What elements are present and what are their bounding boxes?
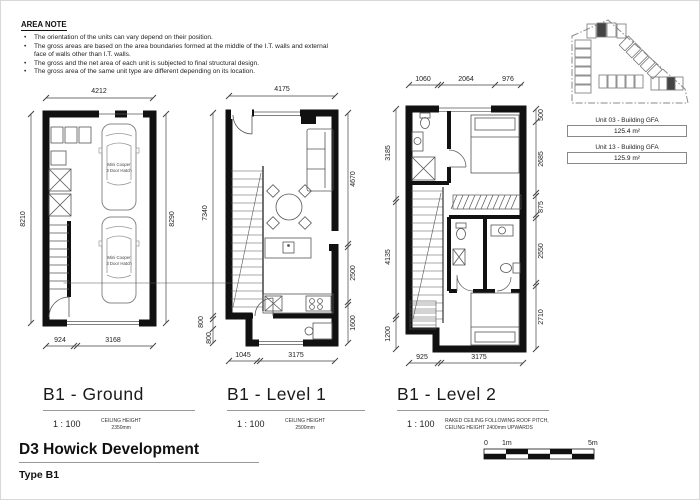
scale-bar-zero: 0	[484, 440, 488, 447]
level1-plan-title: B1 - Level 1	[227, 384, 327, 404]
garage-door-opening	[67, 317, 139, 328]
area-note-bullet: • The gross area of the same unit type are different depending on its location.	[21, 68, 329, 77]
dim-ground-left: 8210	[20, 211, 27, 227]
ground-ceiling-note: CEILING HEIGHT 2350mm	[101, 418, 142, 431]
unit-13-gfa-label: Unit 13 - Building GFA	[595, 144, 659, 151]
dim-level1-bottom2: 3175	[288, 352, 304, 359]
dim-level1-right2: 2500	[350, 265, 357, 281]
level1-right-pier	[329, 244, 338, 251]
dim-level2-right3: 875	[538, 201, 545, 213]
dim-level2-right1: 500	[538, 109, 545, 121]
area-note-title: AREA NOTE	[21, 20, 67, 29]
level2-plan-title-block	[397, 384, 549, 434]
dim-level2-left2: 4135	[385, 249, 392, 265]
dim-ground-bottom2: 3168	[105, 337, 121, 344]
area-note-bullet: • The gross and the net area of each unit is subjected to final structural design.	[21, 60, 329, 69]
dim-level2-top2: 2064	[458, 76, 474, 83]
level1-top-pier	[301, 113, 316, 124]
dim-level2-left3: 1200	[385, 326, 392, 342]
level1-ceiling-note: CEILING HEIGHT 2500mm	[285, 418, 326, 431]
unit-03-gfa-label: Unit 03 - Building GFA	[595, 117, 659, 124]
level1-entry-opening	[231, 108, 252, 119]
ground-plan-title: B1 - Ground	[43, 384, 144, 404]
dim-level2-right2: 2685	[538, 151, 545, 167]
scale-bar	[481, 435, 611, 469]
dim-level2-left1: 3185	[385, 145, 392, 161]
level1-title-rule	[227, 410, 365, 411]
level2-ceiling-note: RAKED CEILING FOLLOWING ROOF PITCH, CEILING HEIGHT 2400mm UPWARDS	[445, 418, 549, 431]
dim-level1-right1: 4670	[350, 171, 357, 187]
title-block	[19, 441, 259, 481]
dim-level2-right5: 2710	[538, 309, 545, 325]
ground-plan-title-block	[43, 384, 195, 434]
floor-plans-canvas	[1, 1, 700, 379]
dim-level1-left2: 800	[198, 316, 205, 328]
car-1-label-line2: 3 Door Hatch	[106, 168, 132, 173]
dim-level1-left1: 7340	[202, 205, 209, 221]
car-2	[99, 217, 139, 303]
dim-ground-right: 8290	[169, 211, 176, 227]
dim-ground-bottom1: 924	[54, 337, 66, 344]
level2-floor-plan	[385, 76, 545, 366]
dim-level2-bottom1: 925	[416, 354, 428, 361]
dim-ground-top: 4212	[91, 88, 107, 95]
car-1-label-line1: Mini Cooper	[107, 162, 131, 167]
scale-bar-segments	[484, 449, 594, 459]
level1-bottom-window-opening	[259, 338, 303, 348]
ground-walls	[46, 114, 153, 323]
car-2-label-line2: 3 Door Hatch	[106, 261, 132, 266]
ground-plan-scale: 1 : 100	[53, 419, 81, 429]
project-title: D3 Howick Development	[19, 441, 259, 463]
level2-plan-scale: 1 : 100	[407, 419, 435, 429]
dim-level2-bottom2: 3175	[471, 354, 487, 361]
level1-top-window-opening	[254, 108, 300, 119]
level1-right-opening	[330, 231, 340, 244]
dim-level1-right3: 1600	[350, 315, 357, 331]
dim-level2-top3: 976	[502, 76, 514, 83]
unit-03-gfa-value: 125.4 m²	[567, 125, 687, 137]
dim-level1-top: 4175	[274, 86, 290, 93]
scale-bar-five: 5m	[588, 440, 598, 447]
ground-title-rule	[43, 410, 195, 411]
dim-level2-top1: 1060	[415, 76, 431, 83]
level2-title-rule	[397, 410, 549, 411]
unit-type-label: Type B1	[19, 469, 60, 481]
level1-plan-title-block	[227, 384, 365, 434]
car-1	[99, 124, 139, 210]
unit-13-gfa-value: 125.9 m²	[567, 152, 687, 164]
ground-floor-plan	[20, 88, 176, 349]
area-note-bullet: • The orientation of the units can vary depend on their position.	[21, 34, 329, 43]
area-note-bullet: • The gross areas are based on the area boundaries formed at the middle of the I.T. walls and external face of walls other than I.T. walls.	[21, 43, 329, 60]
dim-level1-left3: 800	[206, 332, 213, 344]
level2-top-window-opening	[439, 104, 491, 114]
dim-level1-bottom1: 1045	[235, 352, 251, 359]
scale-bar-one: 1m	[502, 440, 512, 447]
level1-plan-scale: 1 : 100	[237, 419, 265, 429]
car-2-label-line1: Mini Cooper	[107, 255, 131, 260]
level2-plan-title: B1 - Level 2	[397, 384, 497, 404]
dim-level2-right4: 2550	[538, 243, 545, 259]
